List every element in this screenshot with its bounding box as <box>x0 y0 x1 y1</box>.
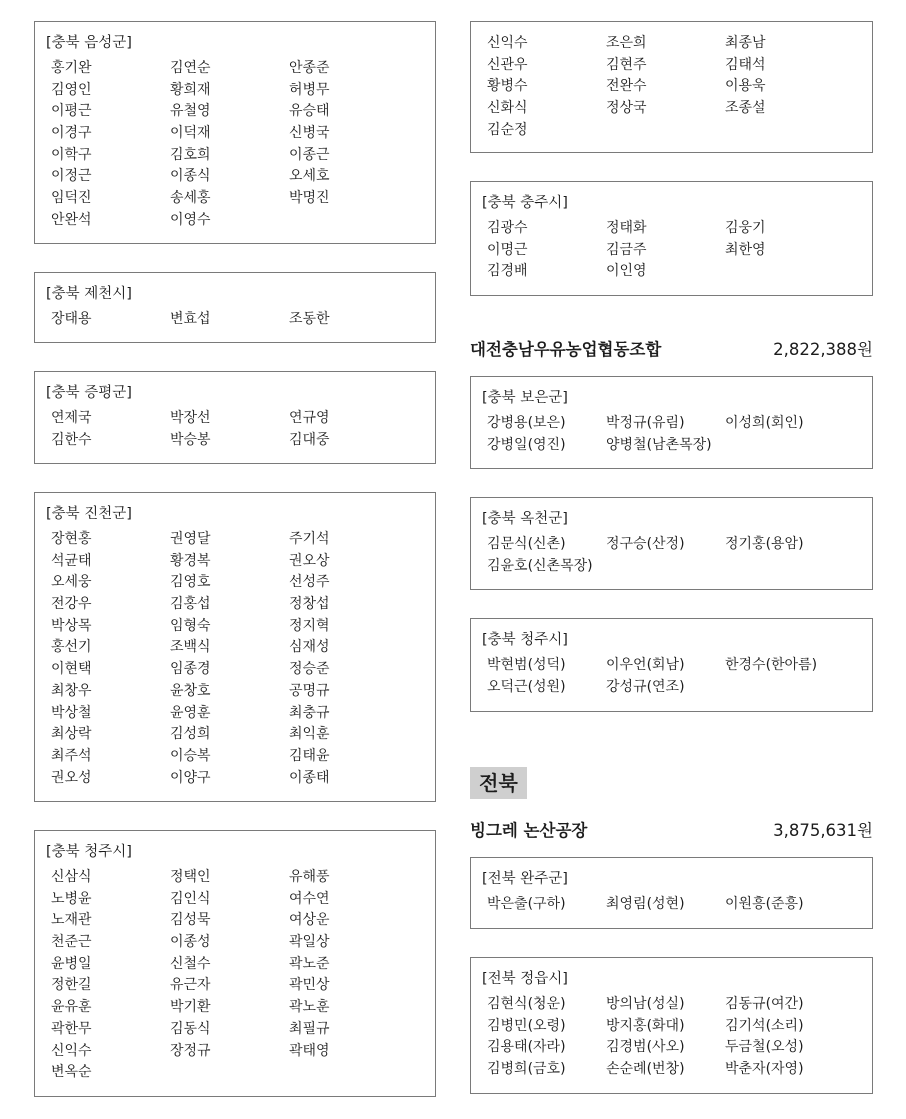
member-name: 강병일(영진) <box>487 436 566 453</box>
member-name: 오세웅 <box>51 574 92 591</box>
member-name: 이종식 <box>170 168 211 185</box>
member-name: 박춘자(자영) <box>725 1061 804 1078</box>
member-name: 곽태영 <box>289 1042 330 1059</box>
member-name: 주기석 <box>289 531 330 547</box>
member-names <box>51 408 431 451</box>
member-name: 연규영 <box>289 410 330 426</box>
member-name: 최상락 <box>51 726 92 743</box>
org-amount: 2,822,388원 <box>773 340 873 359</box>
member-name: 이현택 <box>51 661 92 678</box>
member-name: 심재성 <box>289 639 330 656</box>
member-name: 최영림(성현) <box>606 896 685 912</box>
member-names <box>487 534 868 577</box>
member-names <box>51 867 431 1084</box>
member-name: 신익수 <box>487 35 528 51</box>
member-name: 박상철 <box>51 704 92 721</box>
member-name: 김호희 <box>170 146 211 163</box>
member-names <box>51 309 431 331</box>
member-name: 안완석 <box>51 211 92 228</box>
member-name: 임종경 <box>170 661 211 678</box>
box-title: [전북 정읍시] <box>482 971 568 987</box>
member-name: 장정규 <box>170 1042 211 1059</box>
member-box-jincheon <box>34 492 436 802</box>
member-name: 양병철(남촌목장) <box>606 436 712 453</box>
member-name: 조백식 <box>170 639 211 656</box>
member-name: 권오상 <box>289 552 330 569</box>
member-name: 유근자 <box>170 977 211 994</box>
member-name: 최충규 <box>289 704 330 721</box>
member-name: 이원흥(준흥) <box>725 896 804 912</box>
member-name: 이정근 <box>51 168 92 185</box>
member-name: 이종근 <box>289 146 330 163</box>
box-title: [충북 충주시] <box>482 195 568 211</box>
member-name: 박장선 <box>170 410 211 426</box>
member-name: 이성희(회인) <box>725 415 804 431</box>
member-name: 방지홍(화대) <box>606 1017 685 1034</box>
box-title: [충북 진천군] <box>46 506 132 522</box>
member-name: 강성규(연조) <box>606 678 685 695</box>
member-name: 정상국 <box>606 100 647 117</box>
member-name: 김기석(소리) <box>725 1017 804 1034</box>
member-name: 박정규(유림) <box>606 415 685 431</box>
member-name: 연제국 <box>51 410 92 426</box>
member-name: 손순례(번창) <box>606 1061 685 1078</box>
member-name: 김태석 <box>725 56 766 73</box>
member-name: 선성주 <box>289 574 330 591</box>
member-name: 윤유훈 <box>51 999 92 1016</box>
member-name: 김동식 <box>170 1020 211 1037</box>
member-name: 전완수 <box>606 78 647 95</box>
member-names <box>487 33 868 141</box>
member-name: 정구승(산정) <box>606 536 685 552</box>
member-name: 박명진 <box>289 190 330 207</box>
member-name: 윤창호 <box>170 682 211 699</box>
org-name: 대전충남우유농업협동조합 <box>470 340 662 359</box>
member-name: 최필규 <box>289 1020 330 1037</box>
box-title: [충북 보은군] <box>482 390 568 406</box>
box-title: [충북 제천시] <box>46 286 132 302</box>
member-name: 신관우 <box>487 56 528 73</box>
org-amount: 3,875,631원 <box>773 821 873 840</box>
member-name: 김순정 <box>487 121 528 138</box>
member-name: 김성희 <box>170 726 211 743</box>
member-name: 곽일상 <box>289 934 330 951</box>
member-name: 노재관 <box>51 912 92 929</box>
member-name: 임형숙 <box>170 617 211 634</box>
member-name: 정지혁 <box>289 617 330 634</box>
member-name: 최창우 <box>51 682 92 699</box>
member-name: 김현주 <box>606 56 647 73</box>
member-name: 권오성 <box>51 769 92 786</box>
member-names <box>51 529 431 789</box>
org-header-daejeon-chungnam <box>470 336 873 364</box>
member-name: 김한수 <box>51 431 92 448</box>
member-name: 정태화 <box>606 220 647 236</box>
member-name: 윤병일 <box>51 955 92 972</box>
member-name: 안종준 <box>289 60 330 76</box>
member-name: 두금철(오성) <box>725 1039 804 1056</box>
member-name: 노병윤 <box>51 890 92 907</box>
member-name: 최주석 <box>51 747 92 764</box>
member-box-cheongju <box>34 830 436 1097</box>
member-box-boeun <box>470 376 873 469</box>
member-name: 유철영 <box>170 103 211 120</box>
member-box-eumseong <box>34 21 436 244</box>
member-name: 신익수 <box>51 1042 92 1059</box>
member-name: 김웅기 <box>725 220 766 236</box>
member-name: 정택인 <box>170 869 211 885</box>
org-header-binggrae-nonsan <box>470 817 873 845</box>
member-name: 홍선기 <box>51 639 92 656</box>
box-title: [충북 음성군] <box>46 35 132 51</box>
member-names <box>487 894 868 916</box>
member-name: 유해풍 <box>289 869 330 885</box>
member-box-chungju <box>470 181 873 296</box>
member-box-okcheon <box>470 497 873 590</box>
member-name: 유승태 <box>289 103 330 120</box>
member-name: 이경구 <box>51 125 92 142</box>
member-name: 한경수(한아름) <box>725 657 818 673</box>
member-name: 신철수 <box>170 955 211 972</box>
member-name: 이양구 <box>170 769 211 786</box>
member-name: 윤영훈 <box>170 704 211 721</box>
member-name: 전강우 <box>51 596 92 613</box>
member-box-jeongeup <box>470 957 873 1094</box>
member-box-jecheon <box>34 272 436 343</box>
member-name: 석균태 <box>51 552 92 569</box>
member-names <box>487 218 868 283</box>
member-name: 신화식 <box>487 100 528 117</box>
member-name: 이학구 <box>51 146 92 163</box>
member-names <box>487 994 868 1081</box>
member-name: 김현식(청운) <box>487 996 566 1012</box>
member-name: 강병용(보은) <box>487 415 566 431</box>
member-name: 장현홍 <box>51 531 92 547</box>
member-name: 김금주 <box>606 241 647 258</box>
member-name: 박상목 <box>51 617 92 634</box>
member-name: 조은희 <box>606 35 647 51</box>
member-name: 박승봉 <box>170 431 211 448</box>
member-box-jeungpyeong <box>34 371 436 464</box>
member-name: 최종남 <box>725 35 766 51</box>
member-name: 공명규 <box>289 682 330 699</box>
member-name: 이용욱 <box>725 78 766 95</box>
box-title: [전북 완주군] <box>482 871 568 887</box>
member-names <box>487 655 868 698</box>
member-names <box>51 58 431 232</box>
member-name: 이우언(회남) <box>606 657 685 673</box>
member-name: 김경배 <box>487 263 528 280</box>
org-name: 빙그레 논산공장 <box>470 821 588 840</box>
member-name: 김영인 <box>51 81 92 98</box>
member-name: 이평근 <box>51 103 92 120</box>
member-name: 박은출(구하) <box>487 896 566 912</box>
member-name: 오세호 <box>289 168 330 185</box>
member-name: 박현범(성덕) <box>487 657 566 673</box>
box-title: [충북 청주시] <box>46 844 132 860</box>
member-box-wanju <box>470 857 873 929</box>
member-name: 조종설 <box>725 100 766 117</box>
member-name: 이덕재 <box>170 125 211 142</box>
member-name: 김홍섭 <box>170 596 211 613</box>
member-name: 김동규(여간) <box>725 996 804 1012</box>
member-name: 변효섭 <box>170 311 211 327</box>
member-name: 방의남(성실) <box>606 996 685 1012</box>
member-name: 김문식(신촌) <box>487 536 566 552</box>
member-name: 송세홍 <box>170 190 211 207</box>
member-name: 황희재 <box>170 81 211 98</box>
member-name: 장태용 <box>51 311 92 327</box>
member-name: 이영수 <box>170 211 211 228</box>
member-name: 황병수 <box>487 78 528 95</box>
box-title: [충북 청주시] <box>482 632 568 648</box>
member-name: 곽민상 <box>289 977 330 994</box>
region-tag: 전북 <box>470 767 527 799</box>
member-name: 변옥순 <box>51 1064 92 1081</box>
member-name: 김경범(사오) <box>606 1039 685 1056</box>
member-name: 오덕근(성원) <box>487 678 566 695</box>
member-name: 김윤호(신촌목장) <box>487 557 593 574</box>
member-name: 허병무 <box>289 81 330 98</box>
member-name: 정창섭 <box>289 596 330 613</box>
member-name: 천준근 <box>51 934 92 951</box>
member-name: 조동한 <box>289 311 330 327</box>
member-name: 정기홍(용암) <box>725 536 804 552</box>
member-box-continued <box>470 21 873 153</box>
member-name: 신병국 <box>289 125 330 142</box>
member-name: 황경복 <box>170 552 211 569</box>
member-name: 이명근 <box>487 241 528 258</box>
box-title: [충북 옥천군] <box>482 511 568 527</box>
member-name: 김태윤 <box>289 747 330 764</box>
member-name: 김영호 <box>170 574 211 591</box>
member-name: 정한길 <box>51 977 92 994</box>
member-name: 권영달 <box>170 531 211 547</box>
member-name: 임덕진 <box>51 190 92 207</box>
member-name: 김용태(자라) <box>487 1039 566 1056</box>
member-name: 김연순 <box>170 60 211 76</box>
member-name: 김병희(금호) <box>487 1061 566 1078</box>
member-name: 최익훈 <box>289 726 330 743</box>
member-name: 김성묵 <box>170 912 211 929</box>
member-name: 이승복 <box>170 747 211 764</box>
member-box-cheongju-org1 <box>470 618 873 712</box>
member-name: 신삼식 <box>51 869 92 885</box>
member-name: 최한영 <box>725 241 766 258</box>
member-name: 김대중 <box>289 431 330 448</box>
member-name: 곽한무 <box>51 1020 92 1037</box>
member-name: 곽노훈 <box>289 999 330 1016</box>
member-name: 정승준 <box>289 661 330 678</box>
member-name: 이종태 <box>289 769 330 786</box>
member-name: 여수연 <box>289 890 330 907</box>
member-name: 여상운 <box>289 912 330 929</box>
box-title: [충북 증평군] <box>46 385 132 401</box>
member-name: 홍기완 <box>51 60 92 76</box>
member-name: 김인식 <box>170 890 211 907</box>
member-names <box>487 413 868 456</box>
member-name: 김병민(오령) <box>487 1017 566 1034</box>
member-name: 박기환 <box>170 999 211 1016</box>
member-name: 이종성 <box>170 934 211 951</box>
member-name: 이인영 <box>606 263 647 280</box>
member-name: 김광수 <box>487 220 528 236</box>
member-name: 곽노준 <box>289 955 330 972</box>
